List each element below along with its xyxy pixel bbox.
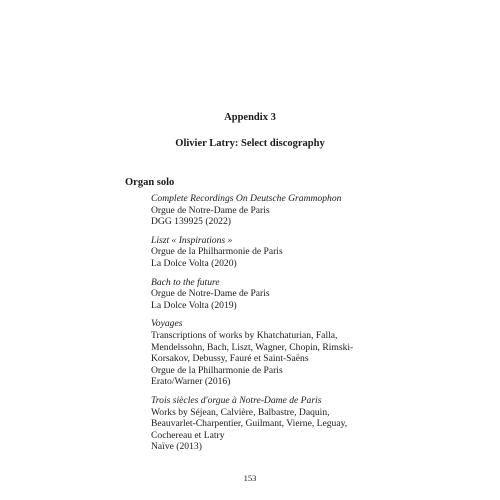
discography-list — [151, 193, 381, 460]
page-number: 153 — [243, 473, 257, 483]
entry-detail: Cochereau et Latry — [151, 429, 225, 441]
discography-entry — [151, 277, 381, 312]
entry-detail: Erato/Warner (2016) — [151, 376, 231, 388]
appendix-label: Appendix 3 — [224, 112, 276, 123]
entry-detail: Korsakov, Debussy, Fauré et Saint-Saëns — [151, 353, 309, 365]
entry-detail: Orgue de Notre-Dame de Paris — [151, 204, 270, 216]
entry-detail: Beauvarlet-Charpentier, Guilmant, Vierne, Leguay, — [151, 418, 348, 430]
discography-entry — [151, 235, 381, 270]
album-title: Voyages — [151, 318, 183, 330]
entry-detail: La Dolce Volta (2020) — [151, 257, 237, 269]
section-heading: Organ solo — [125, 177, 175, 188]
entry-detail: Naïve (2013) — [151, 441, 202, 453]
appendix-title: Olivier Latry: Select discography — [175, 138, 325, 149]
entry-detail: Mendelssohn, Bach, Liszt, Wagner, Chopin, Rimski- — [151, 341, 354, 353]
entry-detail: Transcriptions of works by Khatchaturian, Falla, — [151, 329, 338, 341]
entry-detail: La Dolce Volta (2019) — [151, 299, 237, 311]
entry-detail: Orgue de la Philharmonie de Paris — [151, 246, 283, 258]
album-title: Trois siècles d'orgue à Notre-Dame de Paris — [151, 394, 322, 406]
entry-detail: DGG 139925 (2022) — [151, 216, 231, 228]
album-title: Complete Recordings On Deutsche Grammophon — [151, 193, 342, 204]
album-title: Bach to the future — [151, 276, 220, 288]
discography-entry — [151, 395, 381, 453]
discography-entry — [151, 318, 381, 388]
album-title: Liszt « Inspirations » — [151, 234, 233, 246]
entry-detail: Orgue de Notre-Dame de Paris — [151, 288, 270, 300]
discography-entry — [151, 193, 381, 228]
entry-detail: Orgue de la Philharmonie de Paris — [151, 364, 283, 376]
entry-detail: Works by Séjean, Calvière, Balbastre, Daquin, — [151, 406, 330, 418]
